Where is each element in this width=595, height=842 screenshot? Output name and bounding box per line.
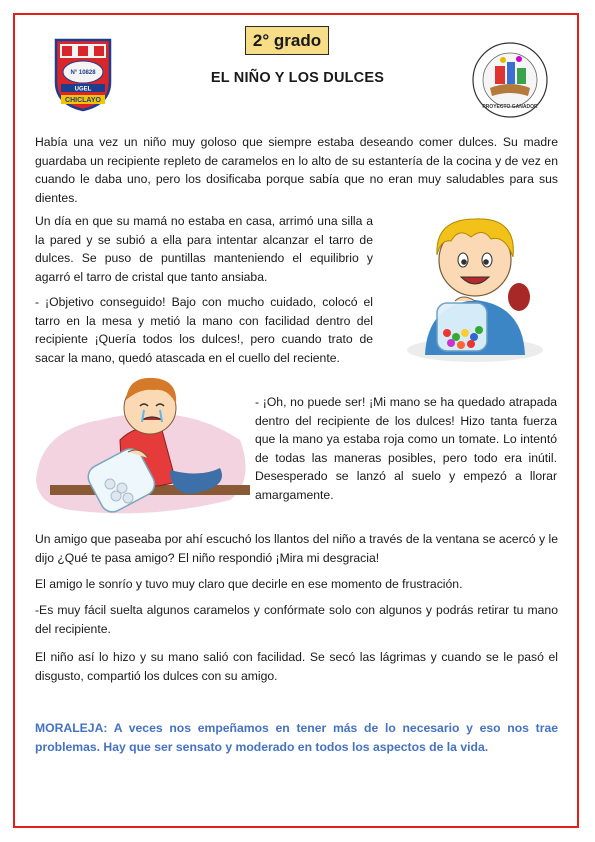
story-paragraph-6: El amigo le sonrío y tuvo muy claro que decirle en ese momento de frustración. <box>35 577 463 591</box>
page-title: EL NIÑO Y LOS DULCES <box>210 70 385 86</box>
story-paragraph-3: - ¡Objetivo conseguido! Bajo con mucho cuidado, colocó el tarro en la mesa y metió la mano con facilidad dentro del recipiente ¡Quería todos los dulces!, pero cuando trato de sacar la mano, quedó atascada en el cuello del reciente. <box>35 295 373 365</box>
story-paragraph-8: El niño así lo hizo y su mano salió con facilidad. Se secó las lágrimas y cuando se le pasó el disgusto, compartió los dulces con su amigo. <box>35 650 558 683</box>
crest-ugel-text: UGEL <box>74 86 92 93</box>
project-logo-icon <box>470 40 550 120</box>
story-paragraph-7: -Es muy fácil suelta algunos caramelos y confórmate solo con algunos y podrás retirar tu mano del recipiente. <box>35 603 558 636</box>
story-paragraph-2: Un día en que su mamá no estaba en casa, arrimó una silla a la pared y se subió a ella para intentar alcanzar el tarro de dulces. Se puso de puntillas manteniendo el equilibrio y agarró el tarro de cristal que tanto ansiaba. <box>35 214 373 284</box>
grade-badge <box>245 26 329 55</box>
project-logo-text: PROYECTO GANADOR <box>482 104 538 110</box>
crying-boy-icon <box>30 360 255 520</box>
moral-text: MORALEJA: A veces nos empeñamos en tener más de lo necesario y eso nos trae problemas. Hay que ser sensato y moderado en todos los aspectos de la vida. <box>35 721 558 754</box>
story-paragraph-4: - ¡Oh, no puede ser! ¡Mi mano se ha quedado atrapada dentro del recipiente de los dulces! Hizo tanta fuerza que la mano ya estaba roja como un tomate. Lo intentó de todas las maneras posibles, pero todo era inútil. Desesperado se lanzó al suelo y empezó a llorar amargamente. <box>255 395 557 502</box>
crest-number-text: N° 10828 <box>70 70 96 76</box>
crest-city-text: CHICLAYO <box>65 97 101 104</box>
boy-candy-jar-icon <box>395 205 550 365</box>
school-crest-icon <box>52 38 114 112</box>
story-paragraph-1: Había una vez un niño muy goloso que siempre estaba deseando comer dulces. Su madre guardaba un recipiente repleto de caramelos en lo alto de su estantería de la cocina y de vez en cuando le daba uno, pero los dosificaba porque sabía que no eran muy saludables para sus dientes. <box>35 135 558 205</box>
grade-label: 2° grado <box>252 30 322 50</box>
story-paragraph-5: Un amigo que paseaba por ahí escuchó los llantos del niño a través de la ventana se acercó y le dijo ¿Qué te pasa amigo? El niño respondió ¡Mira mi desgracia! <box>35 532 558 565</box>
